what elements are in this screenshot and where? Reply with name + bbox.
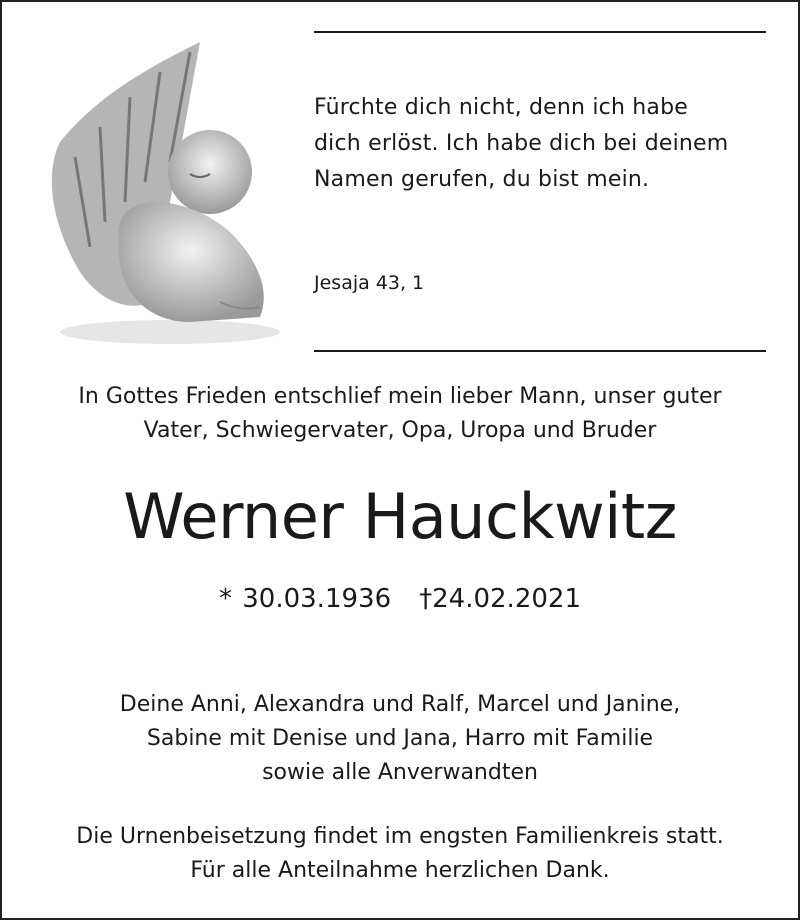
deceased-name: Werner Hauckwitz [123, 480, 677, 553]
bottom-divider [314, 350, 766, 352]
birth-date: * 30.03.1936 [218, 584, 392, 614]
death-date: †24.02.2021 [419, 584, 581, 614]
mourners-line: Deine Anni, Alexandra und Ralf, Marcel und Janine, [119, 692, 681, 717]
verse-line: Namen gerufen, du bist mein. [314, 167, 650, 192]
mourners-line: sowie alle Anverwandten [262, 760, 538, 785]
bible-verse [314, 90, 728, 198]
life-dates [2, 584, 798, 614]
closing-line: Die Urnenbeisetzung findet im engsten Familienkreis statt. [76, 824, 724, 849]
intro-text [2, 380, 798, 448]
mourners-line: Sabine mit Denise und Jana, Harro mit Familie [146, 726, 654, 751]
verse-line: Fürchte dich nicht, denn ich habe [314, 95, 689, 120]
intro-line: In Gottes Frieden entschlief mein lieber Mann, unser guter [78, 384, 722, 409]
top-divider [314, 31, 766, 33]
mourners-list [2, 688, 798, 790]
verse-line: dich erlöst. Ich habe dich bei deinem [314, 131, 729, 156]
sleeping-angel-image [40, 32, 280, 352]
closing-line: Für alle Anteilnahme herzlichen Dank. [190, 858, 610, 883]
verse-reference: Jesaja 43, 1 [314, 272, 425, 294]
closing-text [2, 820, 798, 888]
intro-line: Vater, Schwiegervater, Opa, Uropa und Bruder [143, 418, 657, 443]
